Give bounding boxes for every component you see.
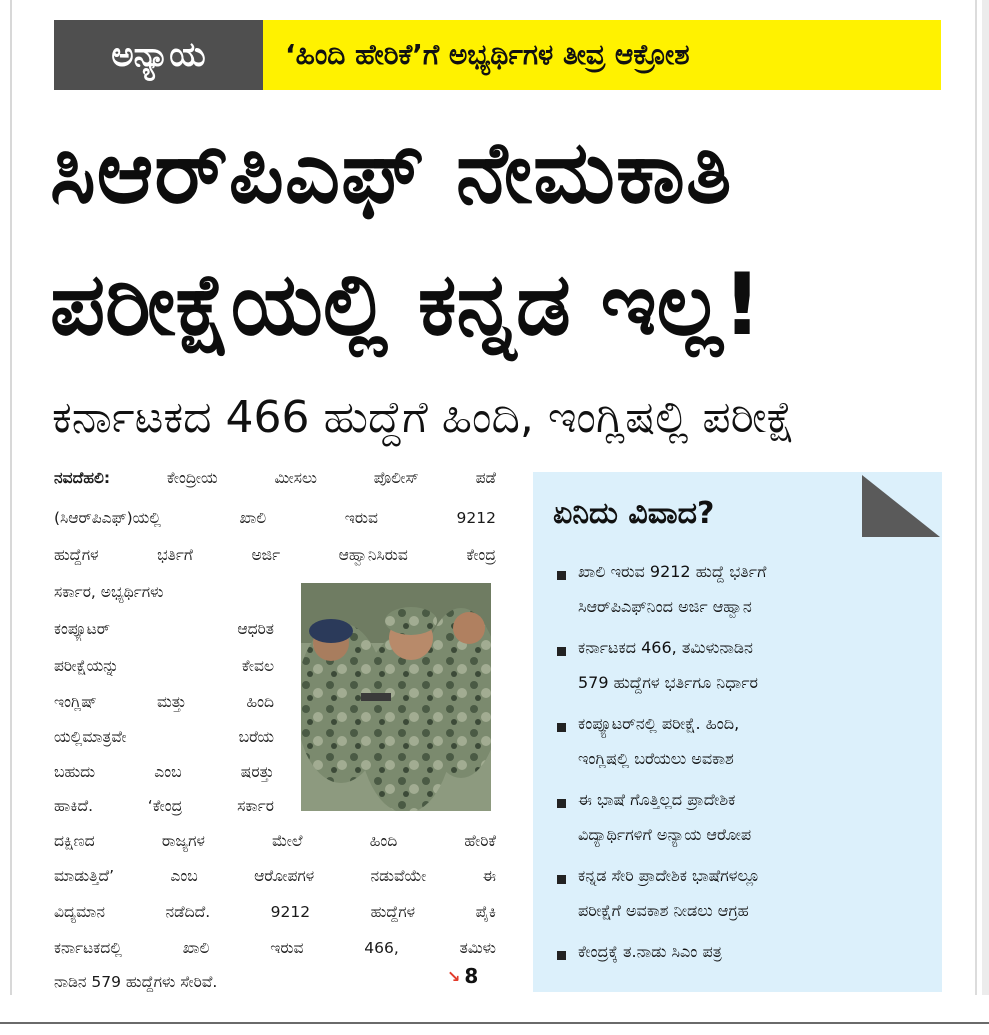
dateline: ನವದೆಹಲಿ: bbox=[54, 469, 111, 487]
page-edge-strip bbox=[982, 0, 989, 995]
headline-line-2: ಪರೀಕ್ಷೆಯಲ್ಲಿ ಕನ್ನಡ ಇಲ್ಲ! bbox=[50, 255, 762, 355]
article-line: ಬಹುದು ಎಂಬ ಷರತ್ತು bbox=[54, 763, 274, 781]
article-line: ವಿದ್ಯಮಾನ ನಡೆದಿದೆ. 9212 ಹುದ್ದೆಗಳ ಪೈಕಿ bbox=[54, 903, 496, 921]
article-line: ನಾಡಿನ 579 ಹುದ್ದೆಗಳು ಸೇರಿವೆ. bbox=[54, 973, 218, 991]
article-line: ಯಲ್ಲಿಮಾತ್ರವೇ ಬರೆಯ bbox=[54, 728, 274, 746]
article-line: ನವದೆಹಲಿ: ಕೇಂದ್ರೀಯ ಮೀಸಲು ಪೊಲೀಸ್ ಪಡೆ bbox=[54, 469, 496, 487]
sidebar-item-line: ಕಂಪ್ಯೂಟರ್‌ನಲ್ಲಿ ಪರೀಕ್ಷೆ. ಹಿಂದಿ, bbox=[578, 714, 740, 733]
corner-triangle-icon bbox=[862, 475, 940, 537]
article-line: ದಕ್ಷಿಣದ ರಾಜ್ಯಗಳ ಮೇಲೆ ಹಿಂದಿ ಹೇರಿಕೆ bbox=[54, 832, 496, 850]
news-photo bbox=[301, 583, 491, 811]
sidebar-item-line: ಕರ್ನಾಟಕದ 466, ತಮಿಳುನಾಡಿನ bbox=[578, 638, 753, 657]
sidebar-item-line: ಕನ್ನಡ ಸೇರಿ ಪ್ರಾದೇಶಿಕ ಭಾಷೆಗಳಲ್ಲೂ bbox=[578, 866, 760, 885]
crpf-personnel-photo bbox=[301, 583, 491, 811]
sidebar-item-line: ಇಂಗ್ಲಿಷಲ್ಲಿ ಬರೆಯಲು ಅವಕಾಶ bbox=[578, 749, 734, 768]
article-line: ಹಾಕಿದೆ. ‘ಕೇಂದ್ರ ಸರ್ಕಾರ bbox=[54, 797, 274, 815]
sidebar-item-line: ಈ ಭಾಷೆ ಗೊತ್ತಿಲ್ಲದ ಪ್ರಾದೇಶಿಕ bbox=[578, 790, 736, 809]
square-bullet-icon bbox=[557, 647, 566, 656]
sidebar-item-line: ವಿದ್ಯಾರ್ಥಿಗಳಿಗೆ ಅನ್ಯಾಯ ಆರೋಪ bbox=[578, 825, 752, 844]
article-line: ಮಾಡುತ್ತಿದೆ’ ಎಂಬ ಆರೋಪಗಳ ನಡುವೆಯೇ ಈ bbox=[54, 867, 496, 885]
bottom-rule bbox=[0, 1022, 989, 1024]
square-bullet-icon bbox=[557, 951, 566, 960]
left-column-rule bbox=[10, 0, 12, 995]
square-bullet-icon bbox=[557, 723, 566, 732]
article-line: ಕರ್ನಾಟಕದಲ್ಲಿ ಖಾಲಿ ಇರುವ 466, ತಮಿಳು bbox=[54, 939, 496, 957]
square-bullet-icon bbox=[557, 875, 566, 884]
article-line: (ಸಿಆರ್‌ಪಿಎಫ್)ಯಲ್ಲಿ ಖಾಲಿ ಇರುವ 9212 bbox=[54, 509, 496, 527]
sidebar-item-line: 579 ಹುದ್ದೆಗಳ ಭರ್ತಿಗೂ ನಿರ್ಧಾರ bbox=[578, 673, 758, 692]
article-line: ಪರೀಕ್ಷೆಯನ್ನು ಕೇವಲ bbox=[54, 657, 274, 675]
article-line: ಕಂಪ್ಯೂಟರ್ ಆಧರಿತ bbox=[54, 620, 274, 638]
kicker-strapline: ‘ಹಿಂದಿ ಹೇರಿಕೆ’ಗೆ ಅಭ್ಯರ್ಥಿಗಳ ತೀವ್ರ ಆಕ್ರೋಶ bbox=[263, 20, 941, 90]
square-bullet-icon bbox=[557, 571, 566, 580]
square-bullet-icon bbox=[557, 799, 566, 808]
continued-on-page bbox=[447, 962, 497, 990]
sidebar-item-line: ಪರೀಕ್ಷೆಗೆ ಅವಕಾಶ ನೀಡಲು ಆಗ್ರಹ bbox=[578, 901, 749, 920]
article-line: ಇಂಗ್ಲಿಷ್ ಮತ್ತು ಹಿಂದಿ bbox=[54, 693, 274, 711]
sidebar-title: ಏನಿದು ವಿವಾದ? bbox=[553, 496, 715, 531]
kicker-tag: ಅನ್ಯಾಯ bbox=[54, 20, 263, 90]
sidebar-item-line: ಕೇಂದ್ರಕ್ಕೆ ತ.ನಾಡು ಸಿಎಂ ಪತ್ರ bbox=[578, 942, 722, 961]
sidebar-item-line: ಖಾಲಿ ಇರುವ 9212 ಹುದ್ದೆ ಭರ್ತಿಗೆ bbox=[578, 562, 767, 581]
headline-line-1: ಸಿಆರ್‌ಪಿಎಫ್ ನೇಮಕಾತಿ bbox=[50, 123, 733, 223]
right-column-rule bbox=[975, 0, 977, 995]
article-line: ಹುದ್ದೆಗಳ ಭರ್ತಿಗೆ ಅರ್ಜಿ ಆಹ್ವಾನಿಸಿರುವ ಕೇಂದ್ರ bbox=[54, 546, 496, 564]
sidebar-item-line: ಸಿಆರ್‌ಪಿಎಫ್‌ನಿಂದ ಅರ್ಜಿ ಆಹ್ವಾನ bbox=[578, 597, 752, 616]
article-line: ಸರ್ಕಾರ, ಅಭ್ಯರ್ಥಿಗಳು bbox=[54, 583, 164, 601]
arrow-down-right-icon: ↘ bbox=[447, 966, 461, 986]
subheadline: ಕರ್ನಾಟಕದ 466 ಹುದ್ದೆಗೆ ಹಿಂದಿ, ಇಂಗ್ಲಿಷಲ್ಲಿ ಪರೀಕ್ಷೆ bbox=[52, 392, 795, 443]
continued-page-number: 8 bbox=[464, 964, 479, 988]
